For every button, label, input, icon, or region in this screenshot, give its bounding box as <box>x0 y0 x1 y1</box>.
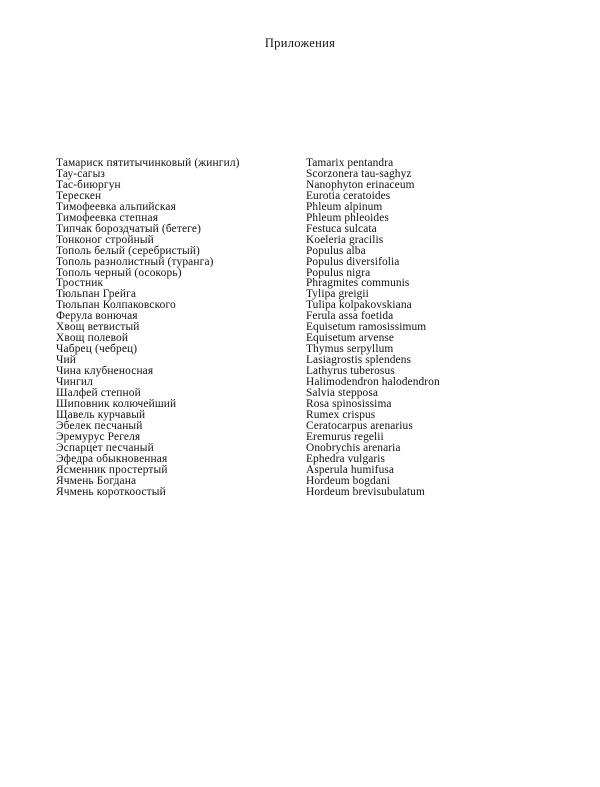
russian-name: Тимофеевка альпийская <box>56 200 176 213</box>
latin-name: Eremurus regelii <box>306 430 384 443</box>
latin-name: Rumex crispus <box>306 408 376 421</box>
latin-name: Thymus serpyllum <box>306 343 394 356</box>
latin-name: Asperula humifusa <box>306 463 395 476</box>
latin-name: Phleum alpinum <box>306 200 383 213</box>
latin-name: Lasiagrostis splendens <box>306 354 412 367</box>
latin-name: Ferula assa foetida <box>306 310 394 323</box>
table-row <box>56 487 440 498</box>
russian-name: Терескен <box>56 189 102 202</box>
russian-name: Тимофеевка степная <box>56 211 159 224</box>
russian-name: Шалфей степной <box>56 387 141 400</box>
russian-name: Ферула вонючая <box>56 310 138 323</box>
russian-name: Тас-биюргун <box>56 178 121 191</box>
russian-name: Чина клубненосная <box>56 365 154 378</box>
russian-name: Ясменник простертый <box>56 463 168 476</box>
plant-rows <box>56 158 440 498</box>
latin-name: Phragmites communis <box>306 277 410 290</box>
russian-name: Эфедра обыкновенная <box>56 452 168 465</box>
russian-name: Типчак бороздчатый (бетеге) <box>56 222 202 235</box>
table-row <box>56 246 440 257</box>
latin-name: Hordeum bogdani <box>306 474 391 487</box>
russian-name: Тюльпан Грейга <box>56 288 137 301</box>
table-row <box>56 235 440 246</box>
russian-name: Хвощ ветвистый <box>56 321 140 334</box>
russian-name: Тополь черный (осокорь) <box>56 266 182 279</box>
latin-name: Hordeum brevisubulatum <box>306 485 425 498</box>
russian-name: Тонконог стройный <box>56 233 154 246</box>
latin-name: Phleum phleoides <box>306 211 389 224</box>
latin-name: Onobrychis arenaria <box>306 441 401 454</box>
latin-name: Populus diversifolia <box>306 255 400 268</box>
latin-name: Equisetum arvense <box>306 332 395 345</box>
russian-name: Хвощ полевой <box>56 332 129 345</box>
plant-names-table <box>56 158 440 498</box>
latin-name: Halimodendron halodendron <box>306 376 440 389</box>
latin-name: Tamarix pentandra <box>306 157 394 169</box>
latin-name: Salvia stepposa <box>306 387 379 400</box>
latin-name: Equisetum ramosissimum <box>306 321 427 334</box>
russian-name: Чингил <box>56 376 93 389</box>
russian-name: Тюльпан Колпаковского <box>56 299 176 312</box>
latin-name: Festuca sulcata <box>306 222 377 235</box>
table-row <box>56 465 440 476</box>
latin-name: Tylipa greigii <box>306 288 369 301</box>
latin-name: Populus alba <box>306 244 366 257</box>
russian-name: Щавель курчавый <box>56 408 146 421</box>
russian-name: Шиповник колючейший <box>56 397 177 410</box>
latin-name: Ephedra vulgaris <box>306 452 386 465</box>
latin-name: Koeleria gracilis <box>306 233 384 246</box>
russian-name: Тополь белый (серебристый) <box>56 244 201 257</box>
page-title: Приложения <box>264 36 336 50</box>
russian-name: Тополь разнолистный (туранга) <box>56 255 214 268</box>
latin-name: Eurotia ceratoides <box>306 189 391 202</box>
table-row <box>56 257 440 268</box>
table-row <box>56 476 440 487</box>
latin-name: Lathyrus tuberosus <box>306 365 395 378</box>
latin-name: Populus nigra <box>306 266 371 279</box>
russian-name: Ячмень короткоостый <box>56 485 166 498</box>
latin-name: Scorzonera tau-saghyz <box>306 167 412 180</box>
russian-name: Тамариск пятитычинковый (жингил) <box>56 157 240 169</box>
russian-name: Чий <box>56 354 77 367</box>
russian-name: Эремурус Регеля <box>56 430 141 443</box>
latin-name: Ceratocarpus arenarius <box>306 419 413 432</box>
latin-name: Tulipa kolpakovskiana <box>306 299 412 312</box>
russian-name: Эспарцет песчаный <box>56 441 154 454</box>
latin-name: Nanophyton erinaceum <box>306 178 415 191</box>
latin-name: Rosa spinosissima <box>306 397 392 410</box>
russian-name: Ячмень Богдана <box>56 474 137 487</box>
russian-name: Эбелек песчаный <box>56 419 143 432</box>
russian-name: Тростник <box>56 277 104 290</box>
russian-name: Тау-сагыз <box>56 167 106 180</box>
russian-name: Чабрец (чебрец) <box>56 343 138 356</box>
